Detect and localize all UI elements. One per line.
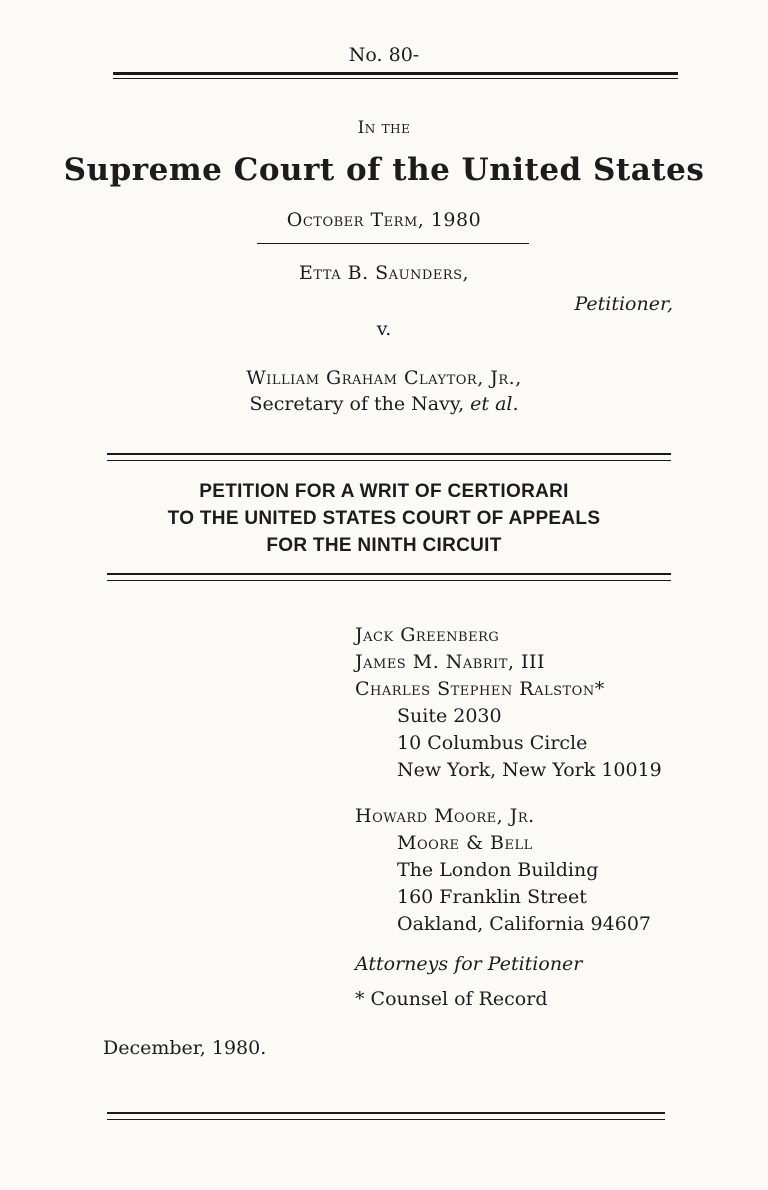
counsel-block-1 — [355, 622, 662, 784]
address-street: 10 Columbus Circle — [397, 732, 588, 754]
top-rule-thin — [113, 78, 678, 79]
attorneys-label: Attorneys for Petitioner — [355, 953, 583, 975]
petitioner-name: Etta B. Saunders, — [298, 262, 470, 284]
attorney-greenberg: Jack Greenberg — [355, 624, 500, 646]
respondent-desc-etal: et al. — [470, 393, 519, 415]
address-city: New York, New York 10019 — [397, 759, 662, 781]
versus: v. — [376, 318, 392, 340]
filing-date: December, 1980. — [103, 1037, 267, 1059]
respondent-name: William Graham Claytor, Jr., — [246, 367, 522, 389]
petition-title — [0, 478, 768, 559]
bottom-rule-2 — [107, 1119, 665, 1120]
docket-number: No. 80- — [348, 44, 420, 66]
counsel-block-2 — [355, 803, 651, 938]
attorney-ralston: Charles Stephen Ralston* — [355, 678, 605, 700]
petitioner-role: Petitioner, — [574, 293, 673, 315]
petition-rule-top-1 — [107, 453, 671, 455]
address-building: The London Building — [397, 859, 599, 881]
petition-line-1: PETITION FOR A WRIT OF CERTIORARI — [199, 481, 569, 502]
address-suite: Suite 2030 — [397, 705, 502, 727]
attorney-moore: Howard Moore, Jr. — [355, 805, 535, 827]
respondent-desc-prefix: Secretary of the Navy, — [249, 393, 465, 415]
respondent-description — [0, 393, 768, 415]
bottom-rule-1 — [107, 1112, 665, 1114]
court-title: Supreme Court of the United States — [63, 152, 705, 188]
petition-line-3: FOR THE NINTH CIRCUIT — [266, 535, 502, 556]
firm-name: Moore & Bell — [397, 832, 533, 854]
petition-rule-top-2 — [107, 460, 671, 461]
address-street-2: 160 Franklin Street — [397, 886, 587, 908]
petition-rule-bottom-1 — [107, 573, 671, 575]
term-line: October Term, 1980 — [286, 209, 482, 231]
attorney-nabrit: James M. Nabrit, III — [355, 651, 546, 673]
counsel-of-record-note: * Counsel of Record — [355, 988, 548, 1010]
petition-line-2: TO THE UNITED STATES COURT OF APPEALS — [167, 508, 601, 529]
in-the-heading: In the — [357, 118, 411, 138]
top-rule-thick — [113, 72, 678, 75]
petition-rule-bottom-2 — [107, 580, 671, 581]
term-rule — [257, 243, 529, 244]
address-city-2: Oakland, California 94607 — [397, 913, 651, 935]
